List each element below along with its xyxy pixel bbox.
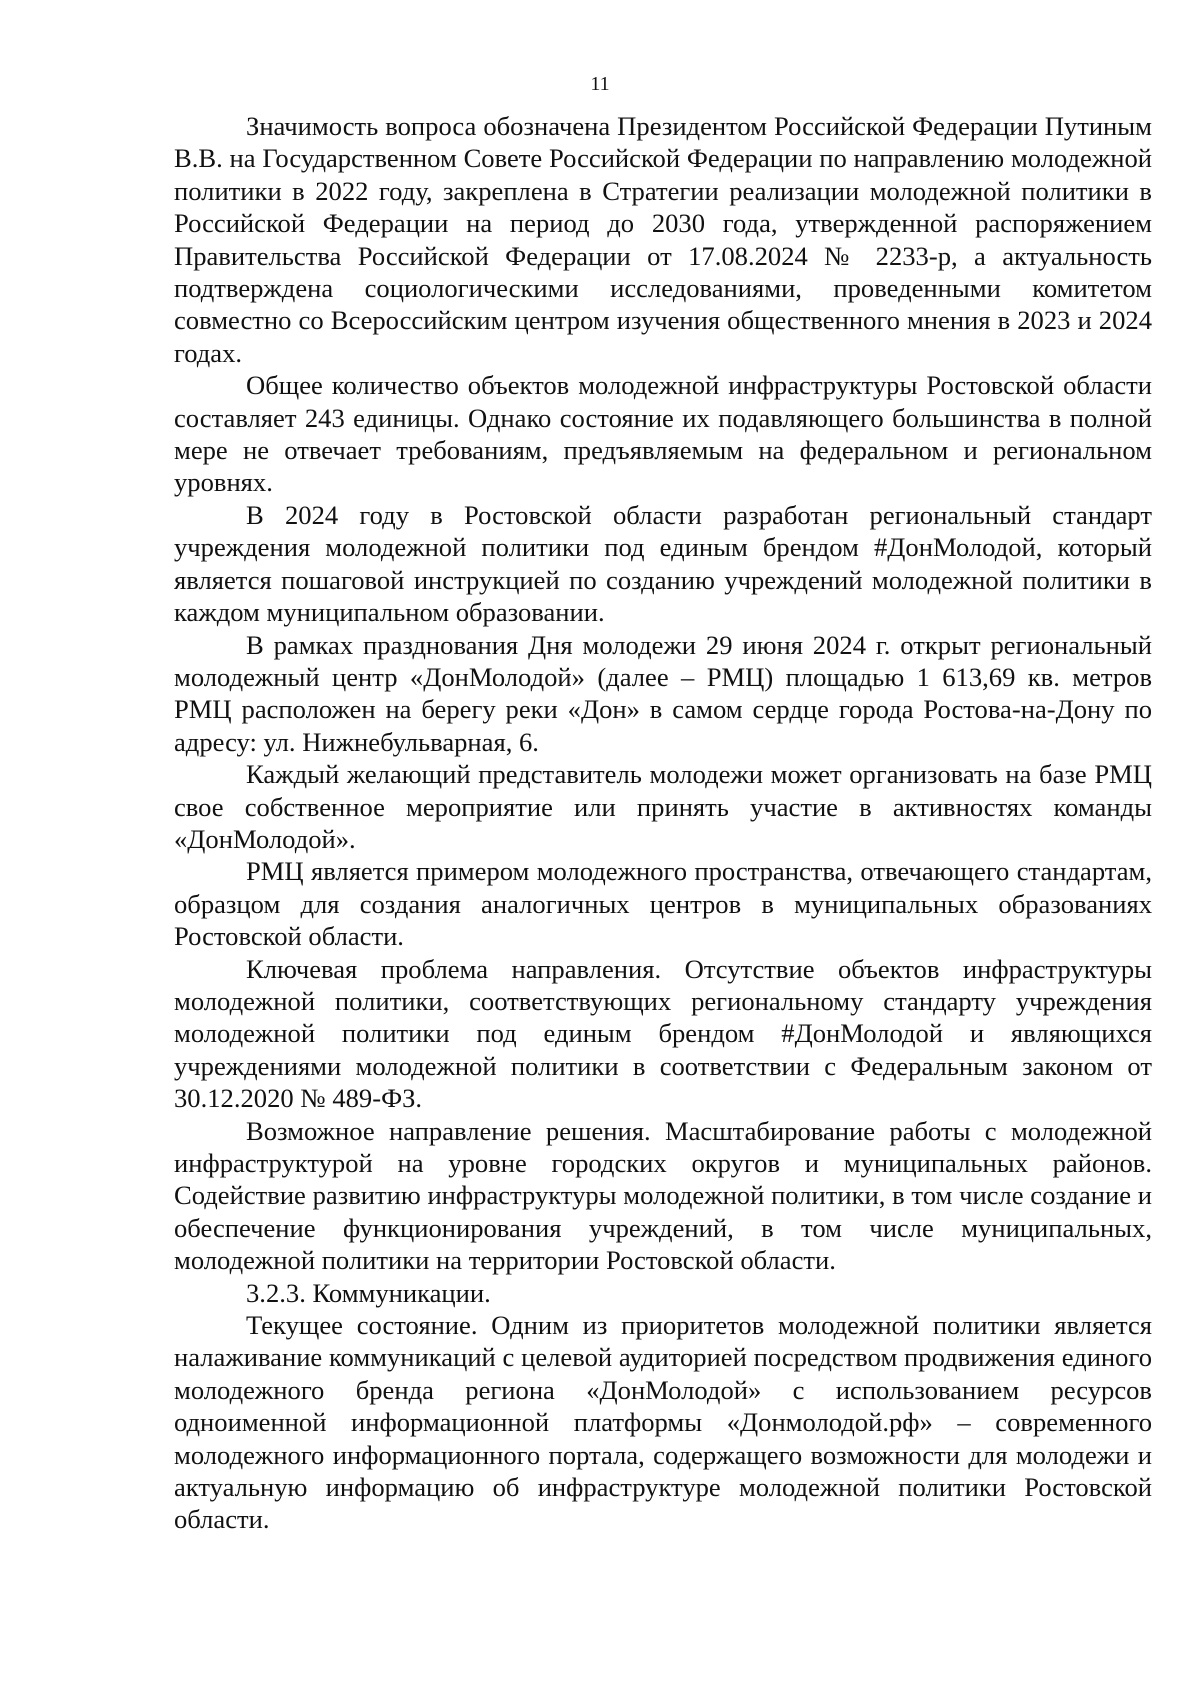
paragraph-key-problem: Ключевая проблема направления. Отсутствие объектов инфраструктуры молодежной политики, соответствующих региональному стандарту учреждения молодежной политики под единым брендом #ДонМолодой и являющихся учреждениями молодежной политики в соответствии с Федеральным законом от 30.12.2020 № 489-ФЗ. (174, 953, 1152, 1114)
paragraph-possible-solution: Возможное направление решения. Масштабирование работы с молодежной инфраструктурой на уровне городских округов и муниципальных районов. Содействие развитию инфраструктуры молодежной политики, в том числе создание и обеспечение функционирования учреждений, в том числе муниципальных, молодежной политики на территории Ростовской области. (174, 1115, 1152, 1276)
section-heading-communications: 3.2.3. Коммуникации. (246, 1277, 491, 1308)
paragraph-current-state: Текущее состояние. Одним из приоритетов молодежной политики является налаживание коммуникаций с целевой аудиторией посредством продвижения единого молодежного бренда региона «ДонМолодой» с использованием ресурсов одноименной информационной платформы «Донмолодой.рф» – современного молодежного информационного портала, содержащего возможности для молодежи и актуальную информацию об инфраструктуре молодежной политики Ростовской области. (174, 1310, 1152, 1535)
document-body (174, 110, 1152, 1536)
paragraph-regional-standard: В 2024 году в Ростовской области разработан региональный стандарт учреждения молодежной политики под единым брендом #ДонМолодой, который является пошаговой инструкцией по созданию учреждений молодежной политики в каждом муниципальном образовании. (174, 499, 1152, 628)
page-number: 11 (590, 73, 610, 95)
paragraph-significance: Значимость вопроса обозначена Президентом Российской Федерации Путиным В.В. на Государственном Совете Российской Федерации по направлению молодежной политики в 2022 году, закреплена в Стратегии реализации молодежной политики в Российской Федерации на период до 2030 года, утвержденной распоряжением Правительства Российской Федерации от 17.08.2024 № 2233-р, а актуальность подтверждена социологическими исследованиями, проведенными комитетом совместно со Всероссийским центром изучения общественного мнения в 2023 и 2024 годах. (174, 111, 1152, 368)
paragraph-youth-center-opening: В рамках празднования Дня молодежи 29 июня 2024 г. открыт региональный молодежный центр «ДонМолодой» (далее – РМЦ) площадью 1 613,69 кв. метров РМЦ расположен на берегу реки «Дон» в самом сердце города Ростова-на-Дону по адресу: ул. Нижнебульварная, 6. (174, 629, 1152, 757)
paragraph-youth-center-events: Каждый желающий представитель молодежи может организовать на базе РМЦ свое собственное мероприятие или принять участие в активностях команды «ДонМолодой». (174, 759, 1152, 854)
paragraph-infrastructure-count: Общее количество объектов молодежной инфраструктуры Ростовской области составляет 243 единицы. Однако состояние их подавляющего большинства в полной мере не отвечает требованиям, предъявляемым на федеральном и региональном уровнях. (174, 370, 1152, 498)
paragraph-youth-center-example: РМЦ является примером молодежного пространства, отвечающего стандартам, образцом для создания аналогичных центров в муниципальных образованиях Ростовской области. (174, 856, 1152, 952)
